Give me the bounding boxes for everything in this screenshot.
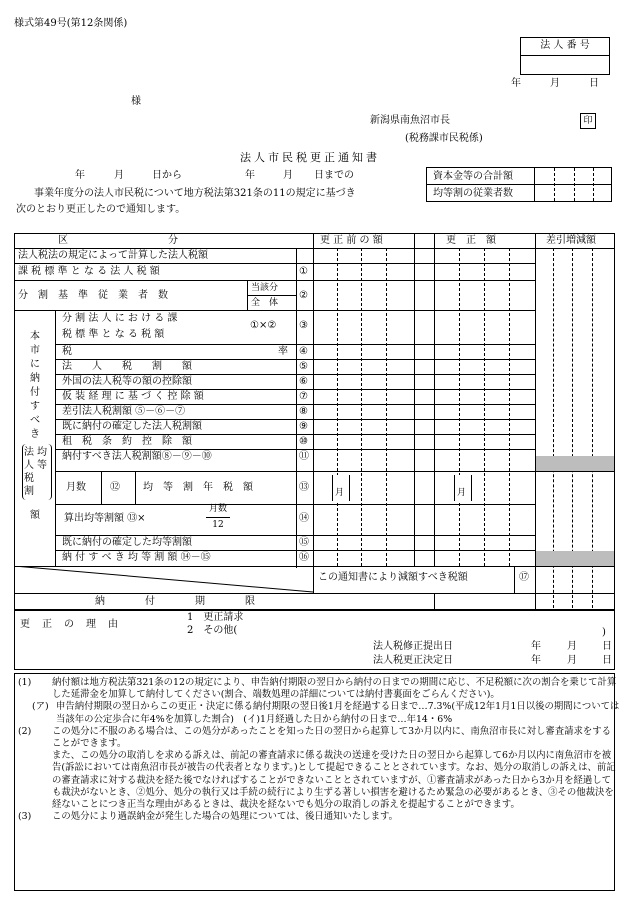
row-2-sub1: 当該分 [251, 283, 279, 293]
employees-label: 均等割の従業者数 [433, 188, 513, 199]
reason-option-1: 1 更正請求 [187, 612, 244, 623]
side-label-bracket2: 均等 [37, 447, 47, 471]
row-3-label-l1: 分 割 法 人 に お け る 課 [62, 313, 178, 324]
date-month: 月 [550, 78, 560, 89]
reason-label: 更 正 の 理 由 [20, 619, 119, 630]
reason-option-2: 2 その他( [187, 625, 238, 636]
header-category: 区 分 [58, 235, 178, 246]
note-2b-body: また、この処分の取消しを求める訴えは、前記の審査請求に係る裁決の送達を受けた日の翌日から起算して6か月以内に南魚沼市を被告(訴訟においては南魚沼市長が被告の代表者となります。)として提起できることとされています。なお、処分の取消しの訴えは、前記の審査請求に対する裁決を経た後でなければすることができないこととされていますが、①審査請求があった日から3か月を経過しても裁決がないとき、②処分、処分の執行又は手続の続行により生ずる著しい損害を避けるため緊急の必要があるとき、③その他裁決を経ないことにつき正当な理由があるときは、裁決を経ないでも処分の取消しの訴えを提起することができます。 [52, 750, 616, 811]
decision-date-day: 日 [602, 655, 612, 666]
submit-date-month: 月 [567, 641, 577, 652]
row-15-num: ⑮ [299, 537, 309, 548]
row-4-label: 税 [62, 346, 72, 357]
row-6-label: 外国の法人税等の額の控除額 [62, 376, 192, 387]
row-2-num: ② [299, 290, 308, 301]
header-diff: 差引増減額 [546, 235, 596, 246]
row-2-label: 分 割 基 準 従 業 者 数 [18, 290, 168, 301]
row-1-num: ① [299, 266, 308, 277]
period-year: 年 [75, 170, 85, 181]
reduction-label: この通知書により減額すべき税額 [318, 572, 468, 583]
row-9-label: 既に納付の確定した法人税割額 [62, 421, 202, 432]
row-3-label-l2: 税 標 準 と な る 税 額 [62, 329, 165, 340]
row-1-label: 課 税 標 準 と な る 法 人 税 額 [18, 266, 160, 277]
note-3-body: この処分により過誤納金が発生した場合の処理については、後日通知いたします。 [52, 811, 398, 823]
corp-number-box [520, 37, 610, 75]
intro-line1: 事業年度分の法人市民税について地方税法第321条の11の規定に基づき [34, 188, 356, 199]
date-year: 年 [511, 78, 521, 89]
row-14-frac-top: 月数 [208, 504, 227, 514]
row-8-num: ⑧ [299, 406, 308, 417]
side-fields-box [426, 167, 612, 202]
row-4-num: ④ [299, 346, 308, 357]
row-5-num: ⑤ [299, 361, 308, 372]
decision-date-label: 法人税更正決定日 [373, 655, 453, 666]
intro-line2: 次のとおり更正したので通知します。 [16, 204, 186, 215]
note-2-body: この処分に不服のある場合は、この処分があったことを知った日の翌日から起算して3か月以内に、南魚沼市長に対し審査請求をすることができます。 [52, 725, 612, 750]
row-11-num: ⑪ [299, 451, 309, 462]
row-3-formula: ①×② [250, 320, 277, 331]
row-16-num: ⑯ [299, 552, 309, 563]
form-id: 様式第49号(第12条関係) [14, 18, 128, 29]
submit-date-label: 法人税修正提出日 [373, 641, 453, 652]
corp-number-label: 法 人 番 号 [540, 40, 590, 51]
submit-date-year: 年 [531, 641, 541, 652]
note-3 [18, 811, 620, 823]
reason-close-paren: ) [602, 627, 606, 638]
reduction-num: ⑰ [519, 572, 529, 583]
issuer-name: 新潟県南魚沼市長 [370, 115, 450, 126]
period-from: 日から [152, 170, 182, 181]
page-title: 法人市民税更正通知書 [240, 151, 380, 164]
decision-date-year: 年 [531, 655, 541, 666]
note-1a [32, 701, 620, 725]
submit-date-day: 日 [602, 641, 612, 652]
row-13-before-month: 月 [335, 488, 345, 498]
row-5-label: 法 人 税 割 額 [62, 361, 192, 372]
row-13-months-num: ⑫ [110, 482, 120, 493]
notes [18, 677, 620, 823]
row-14-num: ⑭ [299, 513, 309, 524]
note-2 [18, 726, 620, 750]
row-4-suffix: 率 [278, 346, 288, 357]
note-2-key: (2) [18, 725, 32, 737]
row-16-label: 納 付 す べ き 均 等 割 額 ⑭－⑮ [62, 552, 211, 563]
side-label-main: 本市に納付すべき [30, 331, 40, 440]
capital-label: 資本金等の合計額 [433, 171, 513, 182]
row-13-after-month: 月 [457, 488, 467, 498]
note-2b-key [18, 750, 52, 811]
row-16-diff-shaded [536, 551, 614, 566]
row-11-label: 納付すべき法人税割額⑧－⑨－⑩ [62, 451, 212, 462]
period-to-year: 年 [245, 170, 255, 181]
note-3-key: (3) [18, 811, 32, 823]
row-8-label: 差引法人税割額 ⑤－⑥－⑦ [62, 406, 186, 417]
header-after: 更 正 額 [446, 235, 496, 246]
row-13-after-month-box [454, 475, 472, 501]
note-1 [18, 677, 620, 701]
period-to-month: 月 [283, 170, 293, 181]
seal-icon: 印 [580, 113, 596, 129]
note-1-key: (1) [18, 677, 32, 688]
row-14-label: 算出均等割額 ⑬× [64, 513, 146, 524]
section-header: 法人税法の規定によって計算した法人税額 [18, 250, 208, 261]
deadline-label: 納 付 期 限 [95, 596, 255, 607]
row-13-before-month-box [332, 475, 350, 501]
row-11-diff-shaded [536, 456, 614, 471]
row-14-frac-bottom: 12 [212, 520, 224, 530]
row-9-num: ⑨ [299, 421, 308, 432]
date-day: 日 [589, 78, 599, 89]
reduction-diagonal [14, 566, 314, 593]
note-1a-body: 申告納付期限の翌日からこの更正・決定に係る納付期限の翌日後1月を経過する日まで…7.3%(平成12年1月1日以後の期間については当該年の公定歩合に年4%を加算した割合) (イ)1月経過した日から納付の日まで…年14・6% [56, 701, 620, 725]
row-6-num: ⑥ [299, 376, 308, 387]
addressee-suffix: 様 [131, 96, 141, 107]
note-2b [18, 750, 620, 811]
header-before: 更 正 前 の 額 [320, 235, 383, 246]
row-15-label: 既に納付の確定した均等割額 [62, 537, 192, 548]
side-label-end: 額 [30, 510, 40, 521]
row-7-num: ⑦ [299, 391, 308, 402]
row-13-months: 月数 [66, 482, 86, 493]
row-13-num: ⑬ [299, 482, 309, 493]
issuer-department: (税務課市民税係) [405, 133, 483, 144]
row-10-label: 租 税 条 約 控 除 額 [62, 436, 192, 447]
row-10-num: ⑩ [299, 436, 308, 447]
period-to: 日までの [314, 170, 354, 181]
row-13-label: 均 等 割 年 税 額 [143, 482, 253, 493]
note-1-body: 納付額は地方税法第321条の12の規定により、申告納付期限の翌日から納付の日までの期間に応じ、不足税額に次の割合を乗じて計算した延滞金を加算して納付してください(割合、端数処理の詳細については納付書裏面をごらんください)。 [52, 677, 617, 701]
decision-date-month: 月 [567, 655, 577, 666]
row-7-label: 仮 装 経 理 に 基 づ く 控 除 額 [62, 391, 204, 402]
row-2-sub2: 全 体 [251, 298, 279, 308]
row-3-num: ③ [299, 320, 308, 331]
period-month: 月 [114, 170, 124, 181]
side-label-bracket: 法人税割 [24, 447, 34, 497]
note-1a-key: (ア) [32, 701, 49, 713]
